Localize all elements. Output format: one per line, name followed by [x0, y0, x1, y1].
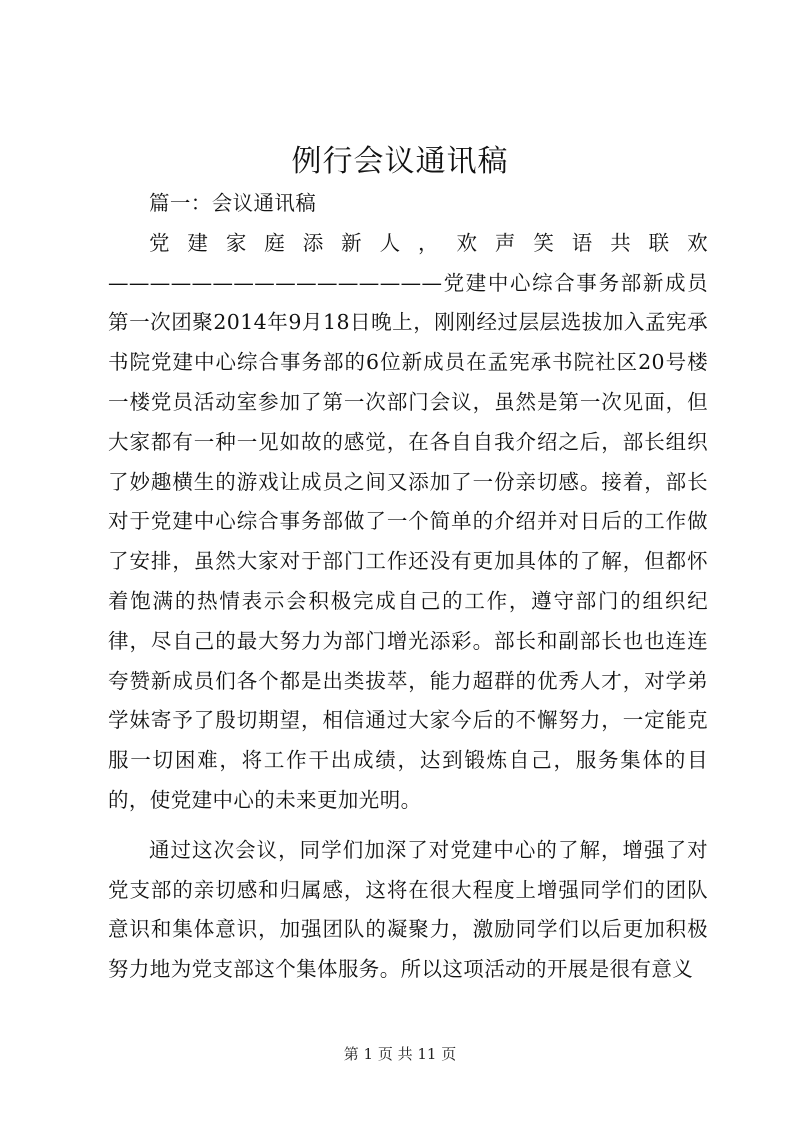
document-body	[108, 184, 708, 990]
page-number-footer: 第 1 页 共 11 页	[343, 1045, 457, 1063]
body-paragraph-1: 党建家庭添新人，欢声笑语共联欢————————————————党建中心综合事务部新成员第一次团聚2014年9月18日晚上，刚刚经过层层选拔加入孟宪承书院党建中心综合事务部的6位新成员在孟宪承书院社区20号楼一楼党员活动室参加了第一次部门会议，虽然是第一次见面，但大家都有一种一见如故的感觉，在各自自我介绍之后，部长组织了妙趣横生的游戏让成员之间又添加了一份亲切感。接着，部长对于党建中心综合事务部做了一个简单的介绍并对日后的工作做了安排，虽然大家对于部门工作还没有更加具体的了解，但都怀着饱满的热情表示会积极完成自己的工作，遵守部门的组织纪律，尽自己的最大努力为部门增光添彩。部长和副部长也也连连夸赞新成员们各个都是出类拔萃，能力超群的优秀人才，对学弟学妹寄予了殷切期望，相信通过大家今后的不懈努力，一定能克服一切困难，将工作干出成绩，达到锻炼自己，服务集体的目的，使党建中心的未来更加光明。	[108, 230, 708, 812]
section-heading: 篇一：会议通讯稿	[149, 191, 317, 215]
body-paragraph-2: 通过这次会议，同学们加深了对党建中心的了解，增强了对党支部的亲切感和归属感，这将在很大程度上增强同学们的团队意识和集体意识，加强团队的凝聚力，激励同学们以后更加积极努力地为党支部这个集体服务。所以这项活动的开展是很有意义	[108, 837, 708, 982]
document-title: 例行会议通讯稿	[291, 144, 509, 179]
paragraph-gap	[108, 821, 708, 831]
